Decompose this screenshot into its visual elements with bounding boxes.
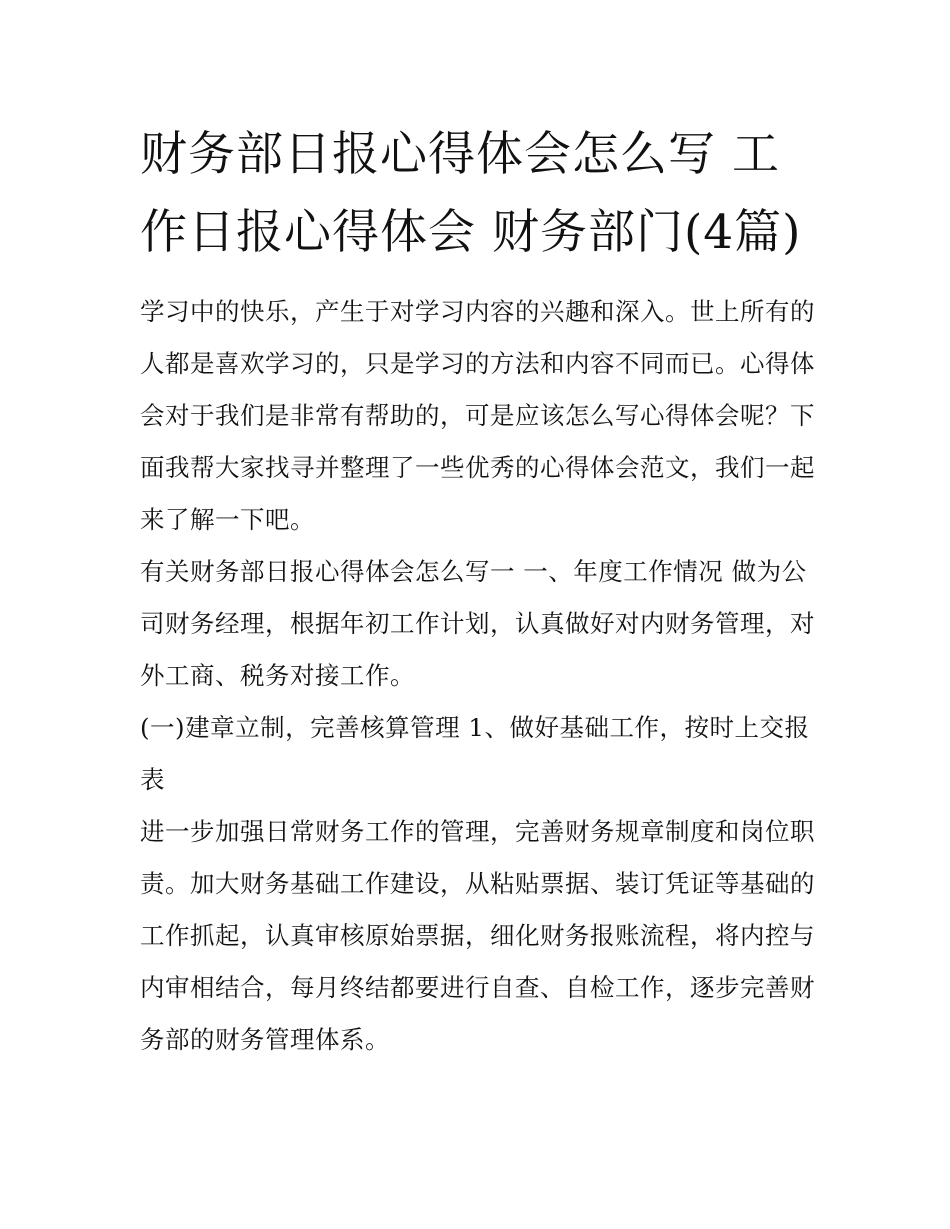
paragraph-work-overview: 有关财务部日报心得体会怎么写一 一、年度工作情况 做为公司财务经理，根据年初工作计划，认真做好对内财务管理，对外工商、税务对接工作。 [140, 557, 815, 690]
paragraph-section-heading: (一)建章立制，完善核算管理 1、做好基础工作，按时上交报表 [140, 713, 810, 794]
paragraph-intro: 学习中的快乐，产生于对学习内容的兴趣和深入。世上所有的人都是喜欢学习的，只是学习的方法和内容不同而已。心得体会对于我们是非常有帮助的，可是应该怎么写心得体会呢？下面我帮大家找寻并整理了一些优秀的心得体会范文，我们一起来了解一下吧。 [140, 297, 815, 534]
document-content [140, 116, 815, 1066]
document-title: 财务部日报心得体会怎么写 工作日报心得体会 财务部门(4篇) [140, 127, 802, 260]
document-body [140, 286, 815, 1066]
paragraph-management-details: 进一步加强日常财务工作的管理，完善财务规章制度和岗位职责。加大财务基础工作建设，从粘贴票据、装订凭证等基础的工作抓起，认真审核原始票据，细化财务报账流程，将内控与内审相结合，每月终结都要进行自查、自检工作，逐步完善财务部的财务管理体系。 [140, 817, 815, 1054]
